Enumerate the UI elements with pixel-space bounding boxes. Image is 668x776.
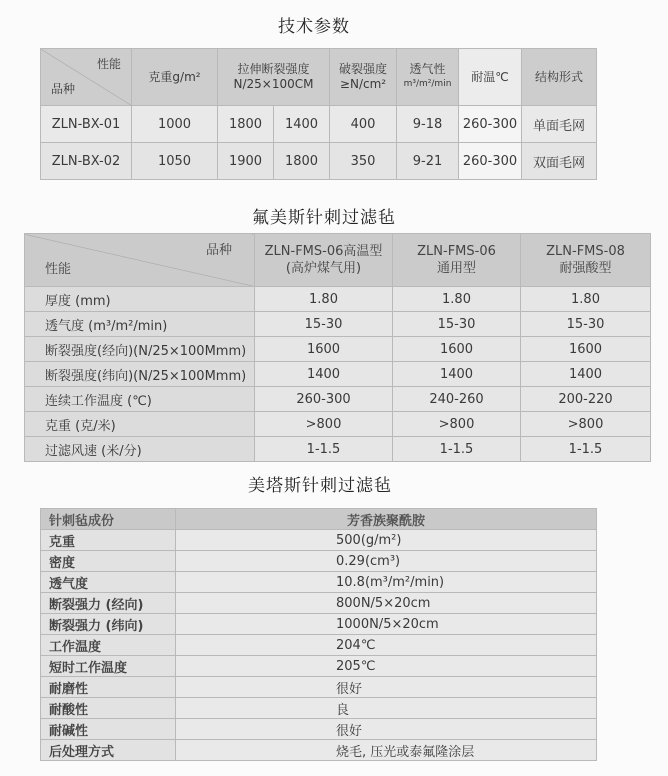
cell-burst: 400	[330, 106, 397, 143]
diagonal-header-cell	[41, 49, 132, 106]
fms-felt-table	[24, 233, 651, 462]
row-label: 连续工作温度 (℃)	[25, 387, 255, 412]
table-row	[41, 143, 597, 180]
cell-weight: 1000	[132, 106, 218, 143]
row-label: 克重	[41, 530, 176, 551]
row-label: 断裂强度(纬向)(N/25×100Mmm)	[25, 362, 255, 387]
row-value: 1.80	[521, 287, 651, 312]
table-row	[41, 677, 597, 698]
row-label: 耐酸性	[41, 698, 176, 719]
row-value: 1000N/5×20cm	[176, 614, 597, 635]
row-value: 1400	[521, 362, 651, 387]
header-burst-unit: ≥N/cm²	[339, 77, 387, 91]
header-weight: 克重g/m²	[132, 49, 218, 106]
row-label: 工作温度	[41, 635, 176, 656]
row-value: 1.80	[393, 287, 521, 312]
row-label: 透气度	[41, 572, 176, 593]
tech-params-table	[40, 48, 597, 180]
row-value: >800	[521, 412, 651, 437]
row-value: 500(g/m²)	[176, 530, 597, 551]
row-value: 240-260	[393, 387, 521, 412]
table-row	[41, 656, 597, 677]
table-row	[25, 412, 651, 437]
row-label: 后处理方式	[41, 740, 176, 761]
table-row	[41, 551, 597, 572]
header-composition-value: 芳香族聚酰胺	[176, 509, 597, 530]
section-title-fms: 氟美斯针刺过滤毡	[252, 208, 396, 228]
header-permeability	[397, 49, 459, 106]
row-value: 1-1.5	[393, 437, 521, 462]
header-perm-title: 透气性	[409, 62, 446, 76]
cell-weight: 1050	[132, 143, 218, 180]
header-model-2-type: 通用型	[436, 261, 476, 276]
row-value: 800N/5×20cm	[176, 593, 597, 614]
header-model-3-type: 耐强酸型	[559, 261, 612, 276]
row-label: 断裂强度(经向)(N/25×100Mmm)	[25, 337, 255, 362]
row-label: 耐磨性	[41, 677, 176, 698]
header-burst	[330, 49, 397, 106]
table-header-row	[41, 49, 597, 106]
cell-model: ZLN-BX-01	[41, 106, 132, 143]
header-model-2	[393, 234, 521, 287]
header-model-3	[521, 234, 651, 287]
cell-structure: 双面毛网	[522, 143, 597, 180]
row-value: 很好	[176, 677, 597, 698]
section-title-metas: 美塔斯针刺过滤毡	[248, 476, 392, 496]
diag-label-top: 品种	[205, 243, 232, 258]
row-value: >800	[393, 412, 521, 437]
row-label: 密度	[41, 551, 176, 572]
header-tensile-title: 拉伸断裂强度	[237, 62, 310, 76]
row-value: 1400	[255, 362, 393, 387]
row-value: 260-300	[255, 387, 393, 412]
table-row	[25, 287, 651, 312]
diag-label-top: 性能	[96, 57, 121, 71]
table-row	[41, 614, 597, 635]
header-model-1-type: (高炉煤气用)	[285, 261, 362, 276]
header-temperature: 耐温℃	[459, 49, 522, 106]
header-perm-unit: m³/m²/min	[403, 79, 452, 89]
row-value: 1600	[521, 337, 651, 362]
table-row	[41, 719, 597, 740]
row-value: 204℃	[176, 635, 597, 656]
table-row	[41, 740, 597, 761]
table-header-row	[41, 509, 597, 530]
header-model-1	[255, 234, 393, 287]
row-value: 1-1.5	[521, 437, 651, 462]
row-label: 过滤风速 (米/分)	[25, 437, 255, 462]
table-row	[41, 593, 597, 614]
header-tensile-unit: N/25×100CM	[233, 77, 314, 91]
header-model-2-name: ZLN-FMS-06	[417, 244, 496, 259]
row-value: 良	[176, 698, 597, 719]
cell-temperature: 260-300	[459, 143, 522, 180]
cell-tensile-1: 1900	[218, 143, 274, 180]
row-value: 1.80	[255, 287, 393, 312]
row-label: 短时工作温度	[41, 656, 176, 677]
cell-tensile-1: 1800	[218, 106, 274, 143]
header-model-3-name: ZLN-FMS-08	[546, 244, 625, 259]
cell-temperature: 260-300	[459, 106, 522, 143]
row-value: 15-30	[255, 312, 393, 337]
row-label: 透气度 (m³/m²/min)	[25, 312, 255, 337]
table-row	[41, 635, 597, 656]
table-row	[41, 572, 597, 593]
row-value: 1400	[393, 362, 521, 387]
metas-felt-table	[40, 508, 597, 761]
cell-structure: 单面毛网	[522, 106, 597, 143]
table-row	[25, 437, 651, 462]
row-value: 1600	[255, 337, 393, 362]
diagonal-header-cell	[25, 234, 255, 287]
table-row	[25, 337, 651, 362]
header-structure: 结构形式	[522, 49, 597, 106]
row-label: 克重 (克/米)	[25, 412, 255, 437]
table-header-row	[25, 234, 651, 287]
diag-label-bottom: 性能	[45, 262, 72, 277]
row-value: 15-30	[521, 312, 651, 337]
header-model-1-name: ZLN-FMS-06高温型	[264, 244, 383, 259]
table-row	[41, 530, 597, 551]
cell-model: ZLN-BX-02	[41, 143, 132, 180]
row-label: 厚度 (mm)	[25, 287, 255, 312]
cell-permeability: 9-21	[397, 143, 459, 180]
table-row	[25, 387, 651, 412]
row-value: 烧毛, 压光或泰氟隆涂层	[176, 740, 597, 761]
header-composition-label: 针刺毡成份	[41, 509, 176, 530]
table-row	[41, 698, 597, 719]
row-label: 耐碱性	[41, 719, 176, 740]
row-value: 1-1.5	[255, 437, 393, 462]
cell-tensile-2: 1400	[274, 106, 330, 143]
row-value: 200-220	[521, 387, 651, 412]
row-value: 1600	[393, 337, 521, 362]
row-value: 0.29(cm³)	[176, 551, 597, 572]
diag-label-bottom: 品种	[51, 82, 76, 96]
section-title-tech-params: 技术参数	[278, 17, 350, 37]
row-value: 10.8(m³/m²/min)	[176, 572, 597, 593]
header-burst-title: 破裂强度	[339, 62, 388, 76]
row-value: 205℃	[176, 656, 597, 677]
row-value: 很好	[176, 719, 597, 740]
row-label: 断裂强力 (经向)	[41, 593, 176, 614]
header-tensile	[218, 49, 330, 106]
row-value: 15-30	[393, 312, 521, 337]
table-row	[25, 362, 651, 387]
row-value: >800	[255, 412, 393, 437]
table-row	[25, 312, 651, 337]
table-row	[41, 106, 597, 143]
cell-tensile-2: 1800	[274, 143, 330, 180]
cell-burst: 350	[330, 143, 397, 180]
row-label: 断裂强力 (纬向)	[41, 614, 176, 635]
cell-permeability: 9-18	[397, 106, 459, 143]
